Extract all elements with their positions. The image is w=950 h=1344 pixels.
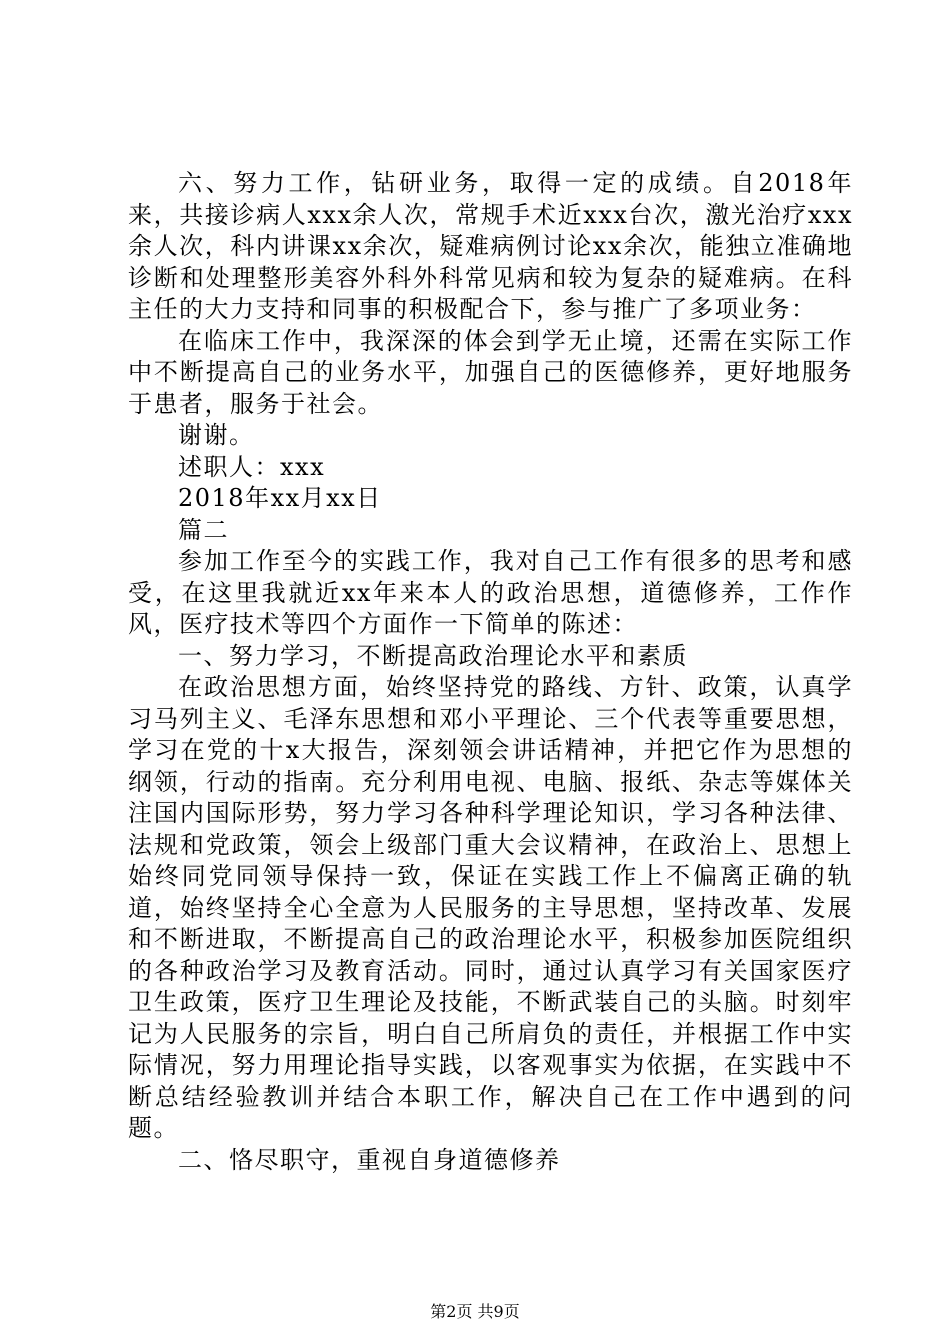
paragraph-thanks: 谢谢。 (178, 421, 255, 449)
document-body (128, 168, 853, 1176)
page-number-footer: 第2页 共9页 (430, 1302, 520, 1321)
heading-moral-cultivation: 二、恪尽职守，重视自身道德修养 (178, 1145, 561, 1174)
paragraph-date: 2018年xx月xx日 (178, 484, 382, 512)
section-heading-part-two: 篇二 (178, 515, 229, 544)
paragraph-achievements: 六、努力工作，钻研业务，取得一定的成绩。自2018年来，共接诊病人xxx余人次，常规手术近xxx台次，激光治疗xxx余人次，科内讲课xx余次，疑难病例讨论xx余次，能独立准确地诊断和处理整形美容外科外科常见病和较为复杂的疑难病。在科主任的大力支持和同事的积极配合下，参与推广了多项业务： (128, 169, 853, 323)
paragraph-political-thought: 在政治思想方面，始终坚持党的路线、方针、政策，认真学习马列主义、毛泽东思想和邓小平理论、三个代表等重要思想，学习在党的十x大报告，深刻领会讲话精神，并把它作为思想的纲领，行动的指南。充分利用电视、电脑、报纸、杂志等媒体关注国内国际形势，努力学习各种科学理论知识，学习各种法律、法规和党政策，领会上级部门重大会议精神，在政治上、思想上始终同党同领导保持一致，保证在实践工作上不偏离正确的轨道，始终坚持全心全意为人民服务的主导思想，坚持改革、发展和不断进取，不断提高自己的政治理论水平，积极参加医院组织的各种政治学习及教育活动。同时，通过认真学习有关国家医疗卫生政策，医疗卫生理论及技能，不断武装自己的头脑。时刻牢记为人民服务的宗旨，明白自己所肩负的责任，并根据工作中实际情况，努力用理论指导实践，以客观事实为依据，在实践中不断总结经验教训并结合本职工作，解决自己在工作中遇到的问题。 (128, 673, 853, 1142)
heading-political-study: 一、努力学习，不断提高政治理论水平和素质 (178, 641, 688, 670)
paragraph-clinical-reflection: 在临床工作中，我深深的体会到学无止境，还需在实际工作中不断提高自己的业务水平，加强自己的医德修养，更好地服务于患者，服务于社会。 (128, 326, 853, 418)
paragraph-part-two-intro: 参加工作至今的实践工作，我对自己工作有很多的思考和感受，在这里我就近xx年来本人的政治思想，道德修养，工作作风，医疗技术等四个方面作一下简单的陈述： (128, 547, 853, 638)
paragraph-reporter: 述职人：xxx (178, 452, 326, 481)
